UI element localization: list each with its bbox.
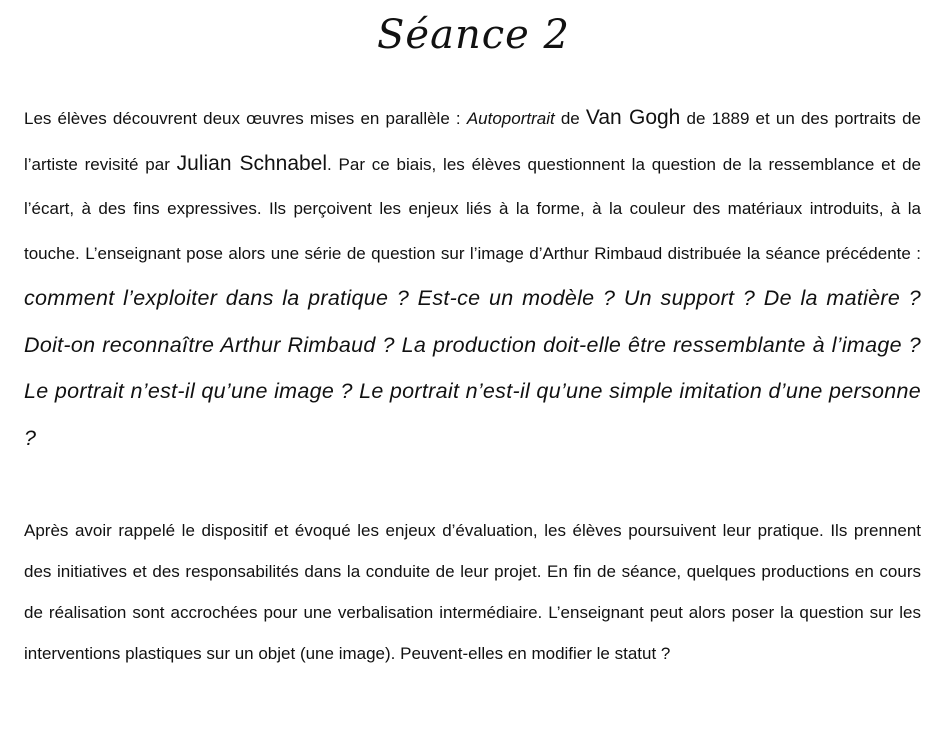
text-segment: de: [554, 109, 586, 128]
text-segment: Les élèves découvrent deux œuvres mises en parallèle :: [24, 109, 467, 128]
text-segment: . Par ce biais, les élèves questionnent la question de la ressemblance et de l’écart, à des fins expressives. Ils perçoivent les enjeux liés à la forme, à la couleur des matériaux introduits, à la touche. L’enseignant pose alors une série de question sur l’image d’Arthur Rimbaud distribuée la séance précédente :: [24, 154, 922, 263]
paragraph-practice: Après avoir rappelé le dispositif et évoqué les enjeux d’évaluation, les élèves poursuivent leur pratique. Ils prennent des initiatives et des responsabilités dans la conduite de leur projet. En fin de séance, quelques productions en cours de réalisation sont accrochées pour une verbalisation intermédiaire. L’enseignant peut alors poser la question sur les interventions plastiques sur un objet (une image). Peuvent-elles en modifier le statut ?: [24, 521, 921, 663]
artist-name-van-gogh: Van Gogh: [585, 106, 681, 129]
page-title: Séance 2: [377, 12, 570, 58]
question-list: comment l’exploiter dans la pratique ? Est-ce un modèle ? Un support ? De la matière ? Doit-on reconnaître Arthur Rimbaud ? La production doit-elle être ressemblante à l’image ? Le portrait n’est-il qu’une image ? Le portrait n’est-il qu’une simple imitation d’une personne ?: [24, 286, 921, 450]
text-segment: de 1889 et un des portraits de l’artiste revisité par: [24, 109, 921, 174]
artist-name-schnabel: Julian Schnabel: [176, 151, 328, 175]
artwork-title: Autoportrait: [466, 109, 555, 128]
paragraph-intro: [24, 96, 921, 462]
